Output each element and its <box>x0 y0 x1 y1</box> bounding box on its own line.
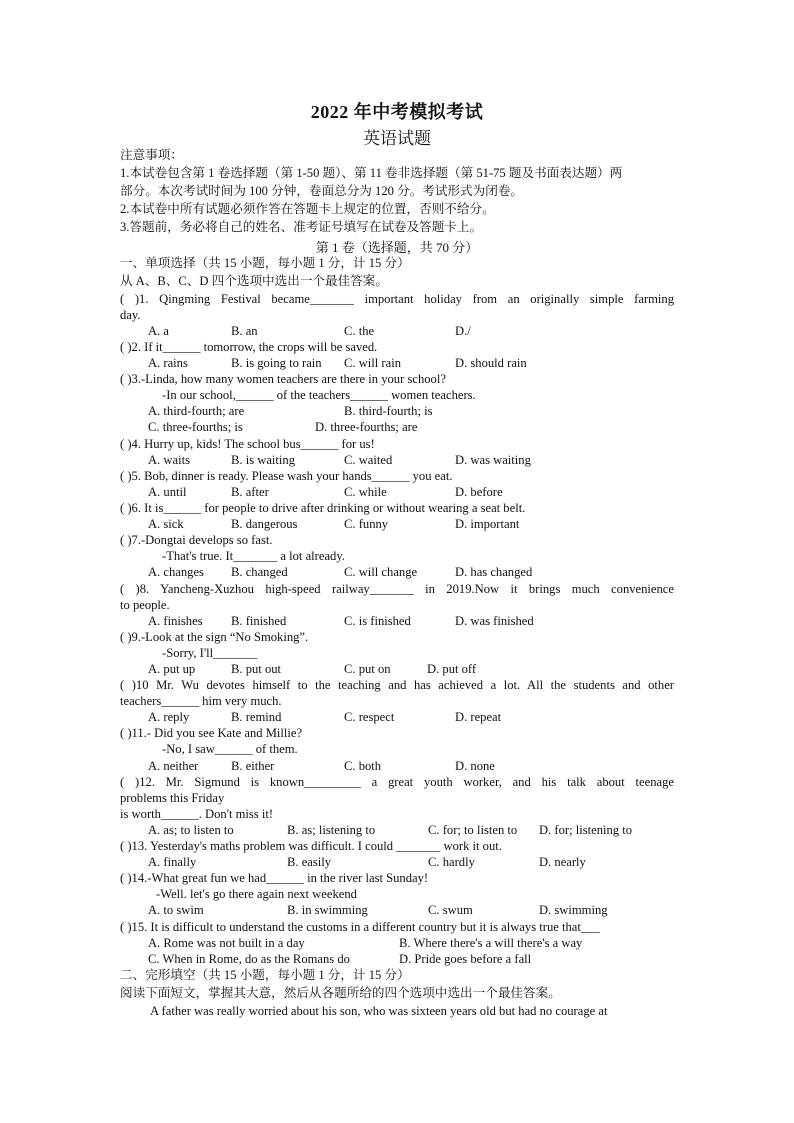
question-10-line-2: teachers______ him very much. <box>120 694 282 708</box>
part-1-heading: 第 1 卷（选择题，共 70 分） <box>315 240 479 255</box>
question-8-line-1: ( )8. Yancheng-Xuzhou high-speed railway_______ in 2019.Now it brings much convenience <box>120 582 674 596</box>
option-d: D. was finished <box>455 614 534 628</box>
option-a: A. changes <box>148 565 204 579</box>
option-b: B. either <box>231 759 275 773</box>
question-10-options <box>148 709 678 725</box>
question-10-line-1: ( )10 Mr. Wu devotes himself to the teaching and has achieved a lot. All the students and other <box>120 678 674 692</box>
option-a: A. a <box>148 324 169 338</box>
option-d: D./ <box>455 324 471 338</box>
question-14-line-2: -Well. let's go there again next weekend <box>156 887 357 901</box>
option-c: C. hardly <box>428 855 475 869</box>
question-12-line-3: is worth______. Don't miss it! <box>120 807 274 821</box>
option-a: A. finally <box>148 855 197 869</box>
option-d: D. important <box>455 517 520 531</box>
question-11-line-2: -No, I saw______ of them. <box>162 742 298 756</box>
option-d: D. for; listening to <box>539 823 633 837</box>
option-a: A. third-fourth; are <box>148 404 245 418</box>
question-12-options <box>148 822 678 838</box>
section-1-instruction: 从 A、B、C、D 四个选项中选出一个最佳答案。 <box>120 274 388 288</box>
option-d: D. has changed <box>455 565 533 579</box>
question-15-options-1 <box>148 935 678 951</box>
passage-first-line: A father was really worried about his son, who was sixteen years old but had no courage at <box>150 1004 608 1018</box>
question-12-line-2: problems this Friday <box>120 791 225 805</box>
question-6-options <box>148 516 678 532</box>
option-a: A. Rome was not built in a day <box>148 936 305 950</box>
notes-heading: 注意事项： <box>120 148 183 162</box>
question-13-options <box>148 854 678 870</box>
option-c: C. for; to listen to <box>428 823 518 837</box>
option-c: C. will rain <box>344 356 402 370</box>
note-1b: 部分。本次考试时间为 100 分钟，卷面总分为 120 分。考试形式为闭卷。 <box>120 184 523 198</box>
option-c: C. swum <box>428 903 473 917</box>
option-b: B. remind <box>231 710 282 724</box>
option-b: B. is going to rain <box>231 356 322 370</box>
question-9-line-1: ( )9.-Look at the sign “No Smoking”. <box>120 630 309 644</box>
option-b: B. Where there's a will there's a way <box>399 936 583 950</box>
option-a: A. to swim <box>148 903 204 917</box>
question-6: ( )6. It is______ for people to drive after drinking or without wearing a seat belt. <box>120 501 526 515</box>
option-d: D. nearly <box>539 855 586 869</box>
option-d: D. repeat <box>455 710 502 724</box>
question-3-line-2: -In our school,______ of the teachers______ women teachers. <box>162 388 476 402</box>
question-14-options <box>148 902 678 918</box>
question-4: ( )4. Hurry up, kids! The school bus______ for us! <box>120 437 375 451</box>
question-1-line-2: day. <box>120 308 141 322</box>
option-b: B. is waiting <box>231 453 296 467</box>
option-b: B. an <box>231 324 258 338</box>
question-7-line-2: -That's true. It_______ a lot already. <box>162 549 345 563</box>
option-b: B. in swimming <box>287 903 368 917</box>
option-a: A. waits <box>148 453 190 467</box>
question-3-options-2 <box>148 419 678 435</box>
option-a: A. until <box>148 485 187 499</box>
question-8-options <box>148 613 678 629</box>
option-a: A. put up <box>148 662 196 676</box>
option-c: C. waited <box>344 453 393 467</box>
question-9-line-2: -Sorry, I'll_______ <box>162 646 258 660</box>
option-a: A. sick <box>148 517 184 531</box>
question-4-options <box>148 452 678 468</box>
option-c: C. while <box>344 485 387 499</box>
question-5-options <box>148 484 678 500</box>
option-b: B. dangerous <box>231 517 298 531</box>
option-a: A. rains <box>148 356 188 370</box>
section-1-heading: 一、单项选择（共 15 小题，每小题 1 分，计 15 分） <box>120 256 410 270</box>
option-c: C. funny <box>344 517 389 531</box>
section-2-heading: 二、完形填空（共 15 小题，每小题 1 分，计 15 分） <box>120 968 410 982</box>
option-a: A. reply <box>148 710 190 724</box>
question-7-options <box>148 564 678 580</box>
option-b: B. after <box>231 485 269 499</box>
option-a: A. as; to listen to <box>148 823 234 837</box>
option-d: D. was waiting <box>455 453 531 467</box>
option-a: A. neither <box>148 759 199 773</box>
option-b: B. finished <box>231 614 287 628</box>
option-d: D. should rain <box>455 356 527 370</box>
question-3-options-1 <box>148 403 678 419</box>
question-8-line-2: to people. <box>120 598 170 612</box>
question-15: ( )15. It is difficult to understand the customs in a different country but it is always true that___ <box>120 920 600 934</box>
question-1-options <box>148 323 678 339</box>
question-15-options-2 <box>148 951 678 967</box>
question-13: ( )13. Yesterday's maths problem was difficult. I could _______ work it out. <box>120 839 502 853</box>
option-a: A. finishes <box>148 614 203 628</box>
option-c: C. the <box>344 324 375 338</box>
option-b: B. put out <box>231 662 282 676</box>
option-c: C. both <box>344 759 382 773</box>
option-c: C. three-fourths; is <box>148 420 243 434</box>
question-7-line-1: ( )7.-Dongtai develops so fast. <box>120 533 273 547</box>
option-b: B. as; listening to <box>287 823 376 837</box>
option-c: C. When in Rome, do as the Romans do <box>148 952 350 966</box>
option-c: C. will change <box>344 565 418 579</box>
option-d: D. swimming <box>539 903 608 917</box>
option-d: D. before <box>455 485 503 499</box>
option-c: C. is finished <box>344 614 411 628</box>
question-3-line-1: ( )3.-Linda, how many women teachers are there in your school? <box>120 372 446 386</box>
option-d: D. three-fourths; are <box>315 420 418 434</box>
question-2: ( )2. If it______ tomorrow, the crops will be saved. <box>120 340 378 354</box>
option-c: C. respect <box>344 710 395 724</box>
question-1-line-1: ( )1. Qingming Festival became_______ important holiday from an originally simple farming <box>120 292 674 306</box>
option-d: D. put off <box>427 662 477 676</box>
question-11-line-1: ( )11.- Did you see Kate and Millie? <box>120 726 303 740</box>
option-d: D. none <box>455 759 495 773</box>
question-9-options <box>148 661 678 677</box>
note-1a: 1.本试卷包含第 1 卷选择题（第 1-50 题）、第 11 卷非选择题（第 51-75 题及书面表达题）两 <box>120 166 623 180</box>
question-11-options <box>148 758 678 774</box>
option-d: D. Pride goes before a fall <box>399 952 532 966</box>
note-2: 2.本试卷中所有试题必须作答在答题卡上规定的位置，否则不给分。 <box>120 202 495 216</box>
option-b: B. changed <box>231 565 288 579</box>
question-5: ( )5. Bob, dinner is ready. Please wash your hands______ you eat. <box>120 469 453 483</box>
note-3: 3.答题前，务必将自己的姓名、准考证号填写在试卷及答题卡上。 <box>120 220 483 234</box>
section-2-instruction: 阅读下面短文，掌握其大意，然后从各题所给的四个选项中选出一个最佳答案。 <box>120 986 561 1000</box>
exam-title: 2022 年中考模拟考试 <box>310 102 484 122</box>
option-b: B. third-fourth; is <box>344 404 433 418</box>
question-14-line-1: ( )14.-What great fun we had______ in the river last Sunday! <box>120 871 429 885</box>
question-12-line-1: ( )12. Mr. Sigmund is known_________ a great youth worker, and his talk about teenage <box>120 775 674 789</box>
option-b: B. easily <box>287 855 332 869</box>
question-2-options <box>148 355 678 371</box>
exam-subtitle: 英语试题 <box>363 129 431 148</box>
option-c: C. put on <box>344 662 391 676</box>
